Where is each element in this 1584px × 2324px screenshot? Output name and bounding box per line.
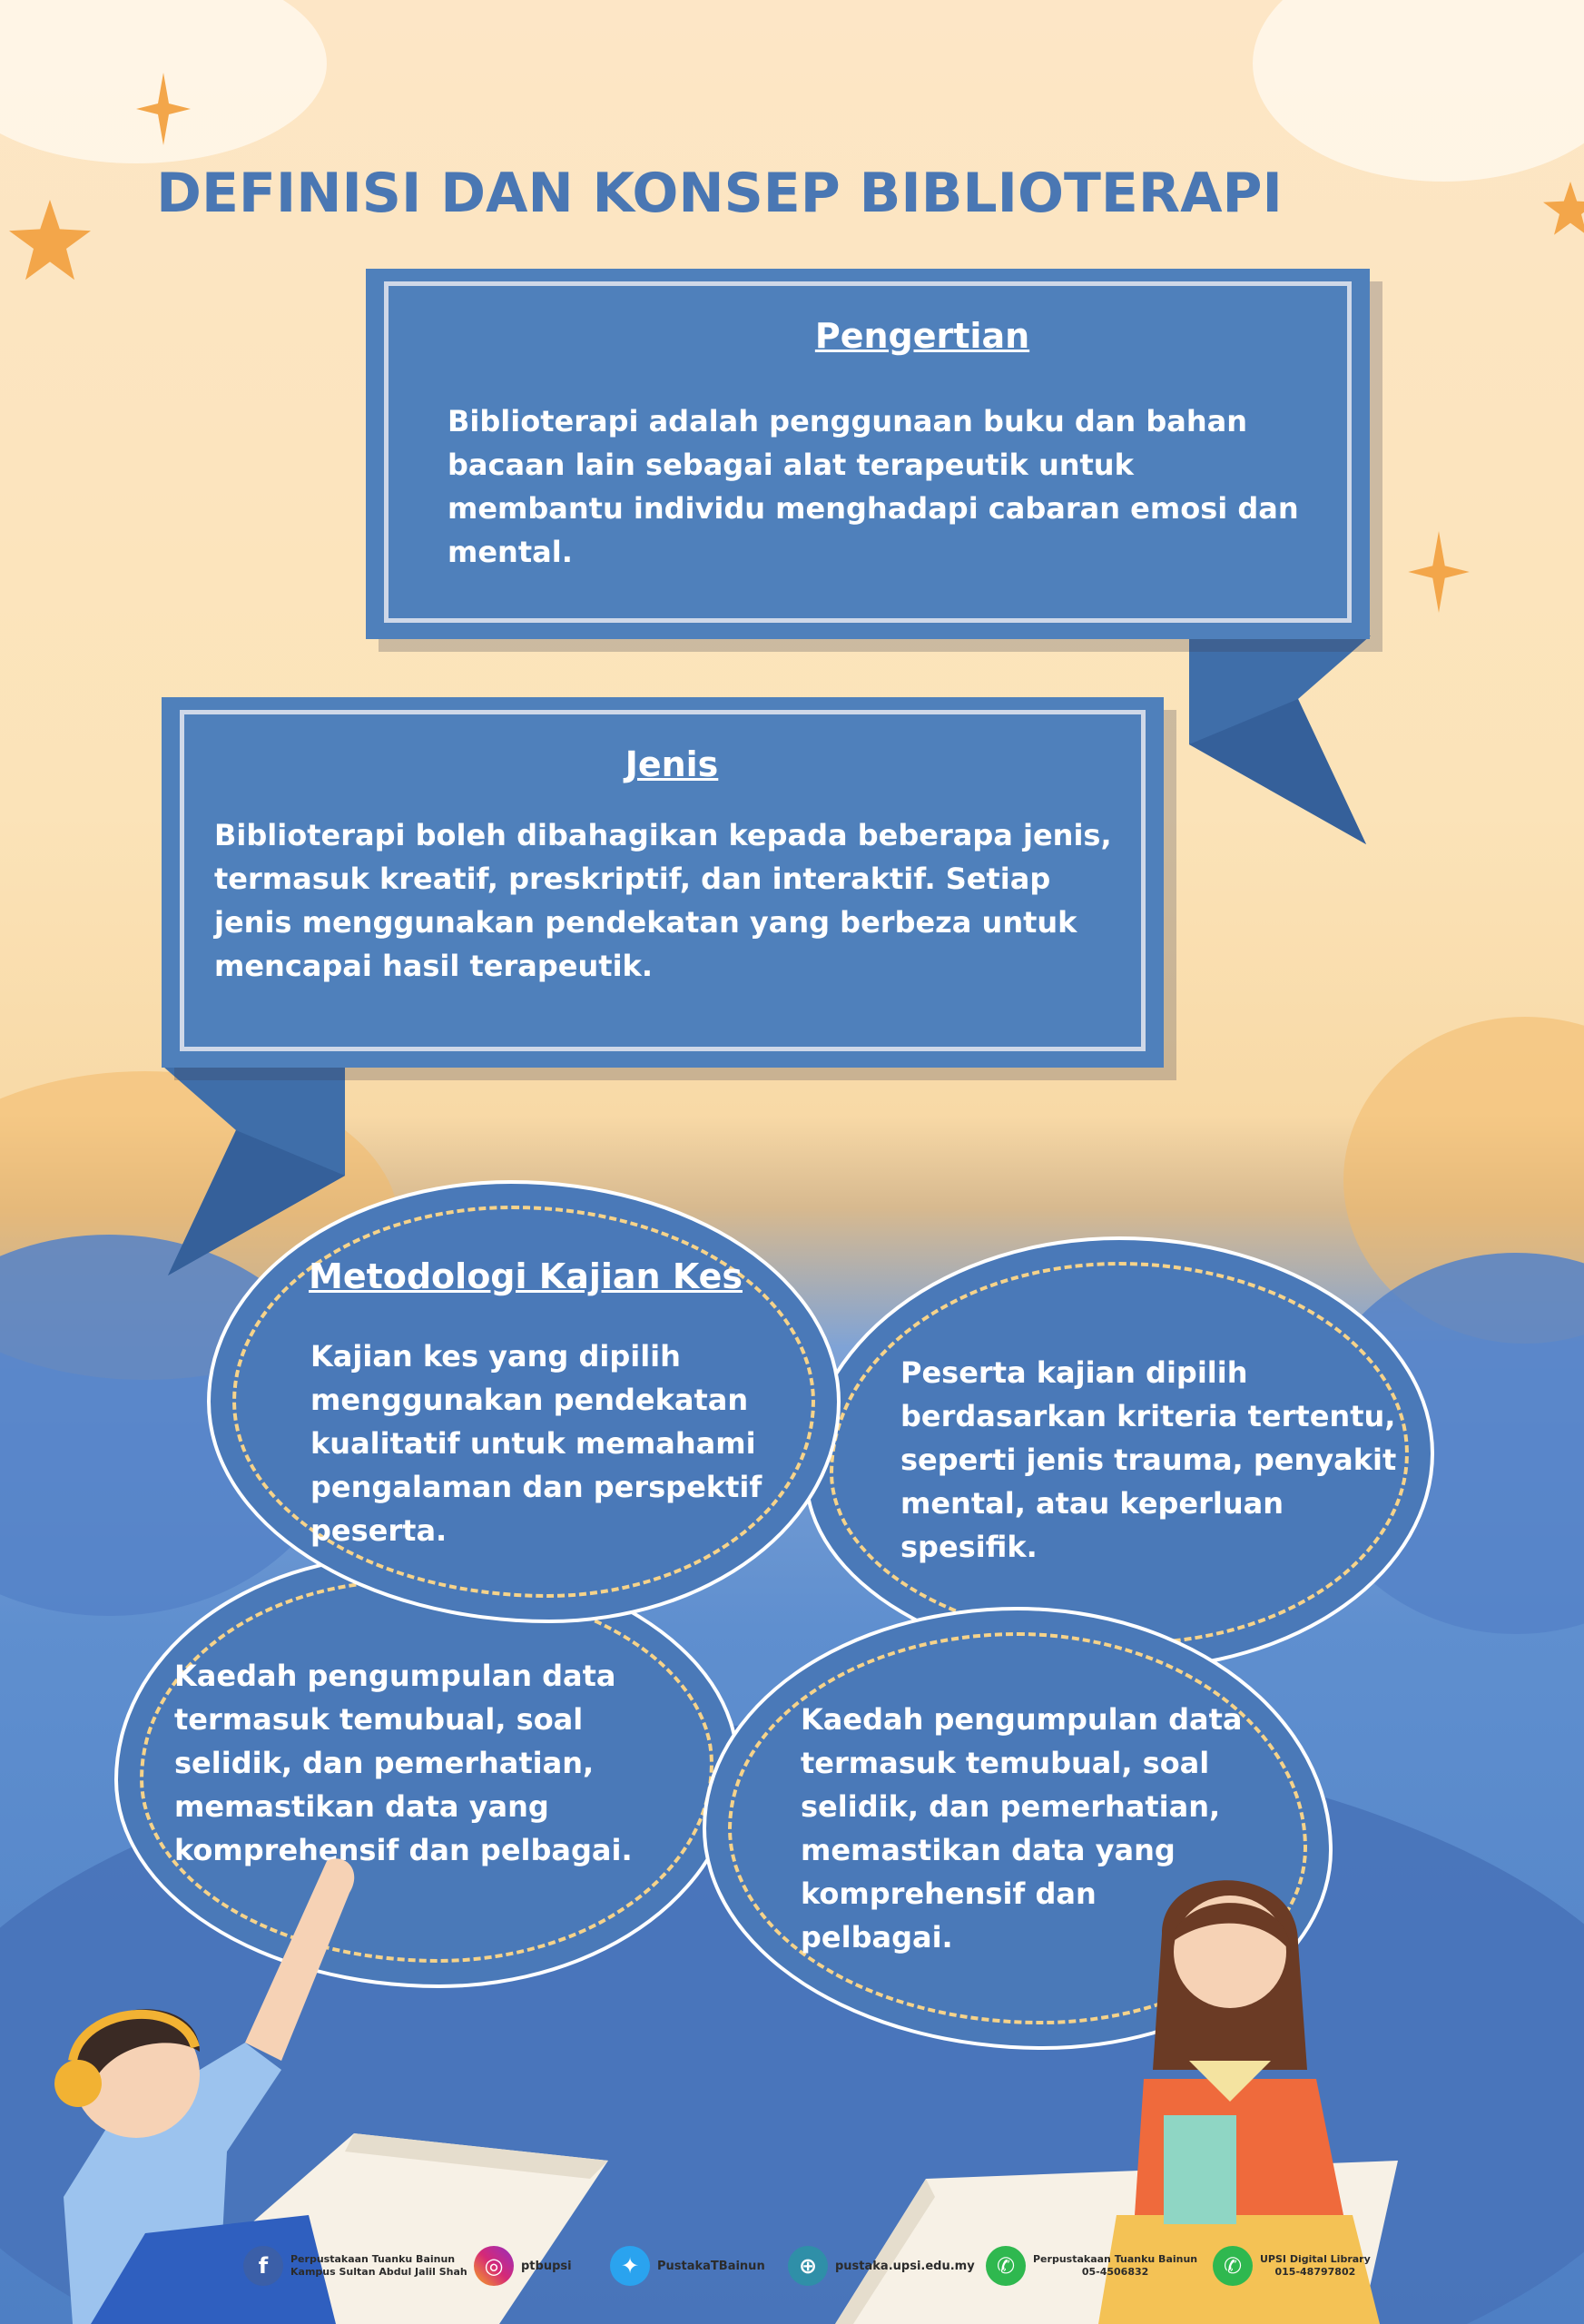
- bubble-bottom-right-text: Kaedah pengumpulan data termasuk temubual, soal selidik, dan pemerhatian, memastikan data yang komprehensif dan pelbagai.: [801, 1702, 1243, 1955]
- facebook-icon: f: [243, 2246, 283, 2286]
- bubble-right-top-text: Peserta kajian dipilih berdasarkan kriteria tertentu, seperti jenis trauma, penyakit mental, atau keperluan spesifik.: [900, 1355, 1397, 1564]
- footer-twitter-label: PustakaTBainun: [657, 2259, 765, 2273]
- page-title: DEFINISI DAN KONSEP BIBLIOTERAPI: [156, 162, 1283, 225]
- metodologi-heading: Metodologi Kajian Kes: [309, 1256, 743, 1296]
- jenis-heading: Jenis: [625, 744, 719, 784]
- jenis-card: [162, 697, 1164, 1068]
- footer-phone1-line1: Perpustakaan Tuanku Bainun: [1033, 2253, 1198, 2265]
- bubble-top-left-text: Kajian kes yang dipilih menggunakan pendekatan kualitatif untuk memahami pengalaman dan perspektif peserta.: [310, 1339, 762, 1548]
- footer-instagram-label: ptbupsi: [521, 2259, 572, 2273]
- phone-icon: ✆: [986, 2246, 1026, 2286]
- footer-twitter[interactable]: [610, 2246, 765, 2286]
- footer-phone2[interactable]: [1213, 2246, 1371, 2286]
- bubble-top-left: [207, 1180, 841, 1623]
- footer-website-label: pustaka.upsi.edu.my: [835, 2259, 975, 2273]
- star-icon: [1402, 531, 1475, 613]
- footer-phone1[interactable]: [986, 2246, 1197, 2286]
- footer-facebook[interactable]: [243, 2246, 467, 2286]
- bubble-bottom-left-text: Kaedah pengumpulan data termasuk temubual, soal selidik, dan pemerhatian, memastikan data yang komprehensif dan pelbagai.: [174, 1659, 633, 1867]
- cloud-top-right: [1253, 0, 1584, 182]
- footer-website[interactable]: [788, 2246, 975, 2286]
- footer-phone1-line2: 05-4506832: [1081, 2266, 1149, 2278]
- pengertian-body: Biblioterapi adalah penggunaan buku dan bahan bacaan lain sebagai alat terapeutik untuk membantu individu menghadapi cabaran emosi dan mental.: [448, 404, 1299, 569]
- footer-facebook-line2: Kampus Sultan Abdul Jalil Shah: [290, 2266, 467, 2278]
- instagram-icon: ◎: [474, 2246, 514, 2286]
- phone-icon: ✆: [1213, 2246, 1253, 2286]
- star-icon: [1543, 172, 1584, 245]
- footer-phone2-line2: 015-48797802: [1274, 2266, 1356, 2278]
- footer-phone2-line1: UPSI Digital Library: [1260, 2253, 1371, 2265]
- star-icon: [136, 73, 191, 145]
- twitter-icon: ✦: [610, 2246, 650, 2286]
- jenis-body: Biblioterapi boleh dibahagikan kepada beberapa jenis, termasuk kreatif, preskriptif, dan interaktif. Setiap jenis menggunakan pendekatan yang berbeza untuk mencapai hasil terapeutik.: [214, 818, 1112, 983]
- bubble-right-top: [804, 1236, 1434, 1670]
- globe-icon: ⊕: [788, 2246, 828, 2286]
- footer-instagram[interactable]: [474, 2246, 572, 2286]
- pengertian-ribbon-tail: [1189, 635, 1371, 844]
- pengertian-card: [366, 269, 1370, 639]
- pengertian-heading: Pengertian: [814, 316, 1030, 356]
- footer-facebook-line1: Perpustakaan Tuanku Bainun: [290, 2253, 456, 2265]
